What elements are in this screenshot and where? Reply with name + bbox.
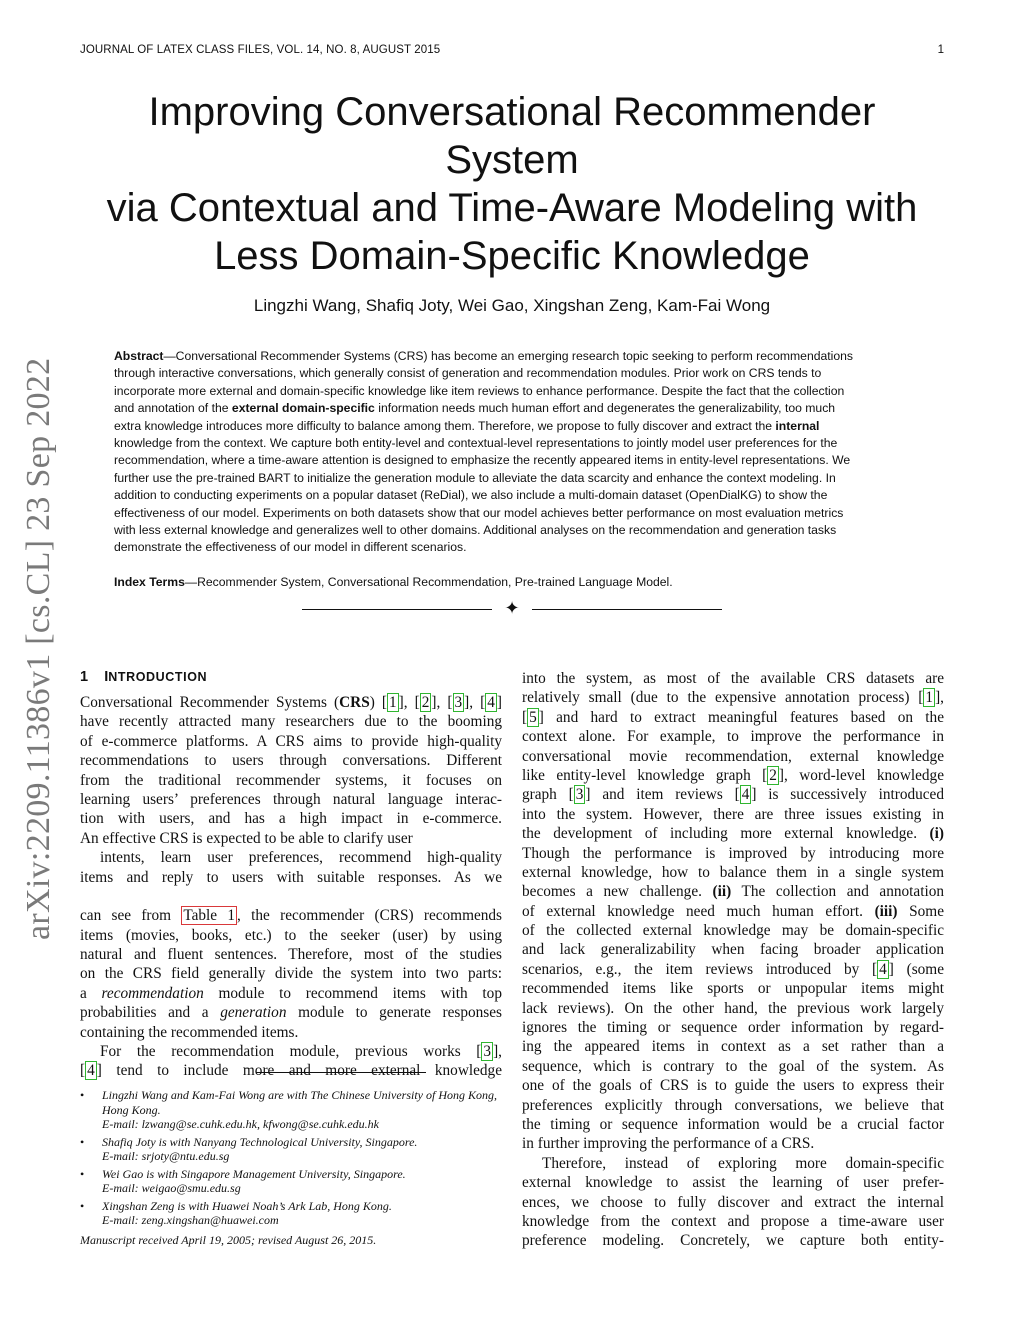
footnote-email: E-mail: weigao@smu.edu.sg	[102, 1181, 241, 1195]
abstract-line: information needs much human effort and degenerates the generalizability, too much	[374, 401, 836, 416]
abstract-line: recommendation, where a time-aware attention is designed to emphasize the recently appeared items in entity-level representations. We	[114, 453, 851, 468]
body-line: the timing or sequence information would be a crucial factor	[522, 1115, 944, 1133]
body-line	[80, 887, 502, 906]
manuscript-note: Manuscript received April 19, 2005; revised August 26, 2015.	[80, 1233, 377, 1247]
body-text: tend to include more and more external knowledge	[101, 1062, 502, 1080]
abstract-line: effectiveness of our model. Experiments on both datasets show that our model achieves better performance on most evaluation metrics	[114, 505, 844, 520]
index-terms	[114, 575, 673, 589]
abstract-emphasis: external domain-specific	[231, 401, 375, 416]
body-line: external knowledge to assist the learning of user prefer-	[522, 1174, 944, 1192]
body-line: ing the appeared items in context as a set rather than a	[522, 1038, 944, 1056]
footnotes	[80, 1088, 510, 1231]
abstract-emphasis: internal	[775, 418, 820, 433]
index-terms-text: —Recommender System, Conversational Recommendation, Pre-trained Language Model.	[184, 575, 673, 589]
body-text: (some	[893, 960, 944, 978]
divider-rule	[532, 609, 722, 610]
footnote-email: E-mail: srjoty@ntu.edu.sg	[102, 1149, 230, 1163]
body-line: An effective CRS is expected to be able to clarify user	[80, 829, 413, 847]
section-number: 1	[80, 669, 89, 685]
abstract-line: addition to conducting experiments on a popular dataset (ReDial), we also include a multi-domain dataset (OpenDialKG) to show the	[114, 488, 828, 503]
body-line: external knowledge, how to balance them in a single system	[522, 863, 944, 881]
body-text: is successively introduced	[756, 786, 944, 804]
abstract-line: demonstrate the effectiveness of our model in different scenarios.	[114, 540, 467, 555]
body-text: probabilities and a	[80, 1004, 221, 1022]
footnote-text: Shafiq Joty is with Nanyang Technological University, Singapore.	[102, 1134, 418, 1149]
citation-link[interactable]: 1	[925, 689, 934, 707]
body-line: tion with users, and has a high impact in e-commerce.	[80, 810, 502, 828]
citation-link[interactable]: 3	[454, 694, 463, 711]
body-text: a	[80, 984, 102, 1002]
body-text: ,	[940, 689, 944, 707]
footnote	[80, 1199, 510, 1228]
body-line: ences, we choose to fully discover and extract the internal	[522, 1193, 944, 1211]
bullet-icon: •	[80, 1134, 85, 1149]
abstract-label: Abstract	[114, 349, 164, 363]
divider-star-icon: ✦	[504, 598, 520, 619]
title-line: Less Domain-Specific Knowledge	[214, 234, 810, 278]
abstract-line: and annotation of the	[114, 401, 232, 416]
body-text: ,	[498, 1043, 502, 1061]
body-line: recommendations to users through conversations. Different	[80, 752, 502, 770]
citation-link[interactable]: 4	[487, 694, 495, 711]
body-text: of external knowledge need much human effort.	[522, 902, 875, 920]
footnote	[80, 1088, 510, 1132]
title-line: via Contextual and Time-Aware Modeling with	[106, 186, 918, 230]
citation-link[interactable]: 3	[575, 786, 584, 804]
body-text: graph	[522, 786, 569, 804]
bullet-icon: •	[80, 1166, 85, 1181]
abstract-line: incorporate more external and domain-specific knowledge like item reviews to enhance performance. Despite the fact that the collection	[114, 383, 845, 398]
body-line: context alone. For example, to improve the performance in	[522, 728, 944, 746]
body-line: and lack generalizability when facing broader application	[522, 941, 944, 959]
left-column: Conversational Recommender Systems (CRS) [ 1 ], [ 2 ], [ 3 ], [ 4 ] have recently attracted many researchers due to the booming of e-commerce platforms. A CRS aims to provide high-quality recommendations to users through conversations. Different from the traditional recommender systems, it focuses on learning users’ preferences through natural language interac- tion with users, and has a high impact in e-commerce. An effective CRS is expected to be able to clarify user intents, learn user preferences, recommend high-quality items and reply to users with suitable responses. As we can see from Table 1 , the recommender (CRS) recommends items (movies, books, etc.) to the seeker (user) by using natural and fluent sentences. Therefore, most of the studies on the CRS field generally divide the system into two parts: a recommendation module to recommend items with top probabilities and a generation module to generate responses containing the recommended items. For the recommendation module, previous works [ 3 ], [ 4 ] tend to include more and more external knowledge	[80, 694, 503, 1080]
body-line: intents, learn user preferences, recommend high-quality	[100, 849, 502, 867]
citation-link[interactable]: 3	[483, 1043, 492, 1061]
body-line: ignores the timing or sequence order information by regard-	[522, 1019, 944, 1037]
body-text: scenarios, e.g., the item reviews introduced by	[522, 960, 872, 978]
abstract-line: knowledge from the context. We capture both entity-level and contextual-level representations to jointly model user preferences for the	[114, 435, 838, 450]
footnote-email: E-mail: zeng.xingshan@huawei.com	[102, 1213, 279, 1227]
body-line: sequence, which is contrary to the goal of the system. As	[522, 1057, 944, 1075]
body-text: , word-level knowledge	[784, 766, 944, 784]
running-header: JOURNAL OF LATEX CLASS FILES, VOL. 14, NO. 8, AUGUST 2015	[80, 44, 441, 56]
body-line: of e-commerce platforms. A CRS aims to provide high-quality	[80, 732, 502, 750]
body-text: The collection and annotation	[731, 883, 944, 901]
body-text: and hard to extract meaningful features based on the	[543, 708, 944, 726]
body-line: recommended items like sports or unpopular items might	[522, 980, 944, 998]
bullet-icon: •	[80, 1198, 85, 1213]
abstract-line: through interactive conversations, which generally consist of generation and recommendation modules. Prior work on CRS tends to	[114, 366, 822, 381]
body-bold: CRS	[339, 694, 370, 711]
citation-link[interactable]: 4	[879, 960, 887, 978]
body-bold: (ii)	[712, 883, 732, 901]
citation-link[interactable]: 2	[421, 694, 430, 711]
paper-title	[80, 88, 944, 280]
body-line: containing the recommended items.	[80, 1023, 299, 1041]
footnote	[80, 1135, 510, 1164]
body-text: and item reviews	[590, 786, 735, 804]
abstract-line: further use the pre-trained BART to initialize the generation module to alleviate the data scarcity and enhance the context modeling. In	[114, 470, 836, 485]
abstract-line: —Conversational Recommender Systems (CRS) has become an emerging research topic seeking to perform recommendations	[163, 349, 854, 363]
author-list: Lingzhi Wang, Shafiq Joty, Wei Gao, Xingshan Zeng, Kam-Fai Wong	[253, 296, 771, 315]
citation-link[interactable]: 1	[389, 694, 397, 711]
body-line: into the system, as most of the available CRS datasets are	[522, 670, 944, 687]
abstract-line: extra knowledge introduces more difficulty to balance among them. Therefore, we propose to fully discover and extract the	[114, 418, 776, 433]
body-line: natural and fluent sentences. Therefore, most of the studies	[80, 946, 502, 964]
body-text: Some	[897, 902, 944, 920]
body-line: into the system. However, there are three issues existing in	[522, 805, 944, 823]
citation-link[interactable]: 5	[529, 708, 537, 726]
body-bold: (i)	[929, 825, 944, 843]
body-italic: generation	[220, 1004, 287, 1022]
body-line: of the collected external knowledge may be domain-specific	[522, 922, 944, 940]
body-text: relatively small (due to the expensive annotation process)	[522, 689, 919, 707]
body-line: Therefore, instead of exploring more domain-specific	[542, 1154, 944, 1172]
body-line: knowledge from the context and propose a time-aware user	[522, 1212, 944, 1230]
body-line: Though the performance is improved by introducing more	[522, 844, 944, 862]
title-line: System	[445, 138, 579, 182]
body-line: preference modeling. Concretely, we capture both entity-	[522, 1232, 944, 1250]
page-number: 1	[937, 44, 944, 56]
section-title-rest: NTRODUCTION	[108, 670, 208, 684]
table-link[interactable]: Table 1	[183, 907, 236, 925]
section-heading	[80, 669, 207, 685]
body-text: can see from	[80, 907, 182, 925]
body-text: module to recommend items with top	[203, 984, 502, 1002]
body-line: items and reply to users with suitable responses. As we	[80, 868, 502, 886]
body-line: lack reviews). On the other hand, the previous work largely	[522, 999, 944, 1017]
body-line: preferences explicitly through conversations, we believe that	[522, 1096, 944, 1114]
section-initial: I	[104, 669, 109, 685]
body-line: from the traditional recommender systems, it focuses on	[80, 771, 502, 789]
footnote-text: Xingshan Zeng is with Huawei Noah’s Ark Lab, Hong Kong.	[102, 1198, 392, 1213]
right-column: into the system, as most of the available CRS datasets are relatively small (due to the expensive annotation process) [ 1 ], [ 5 ] and hard to extract meaningful features based on the context alone. For example, to improve the performance in conversational movie recommendation, external knowledge like entity-level knowledge graph [ 2 ], word-level knowledge graph [ 3 ] and item reviews [ 4 ] is successively introduced into the system. However, there are three issues existing in the development of including more external knowledge. (i) Though the performance is improved by introducing more external knowledge, how to balance them in a single system becomes a new challenge. (ii) The collection and annotation of external knowledge need much human effort. (iii) Some of the collected external knowledge may be domain-specific and lack generalizability when facing broader application scenarios, e.g., the item reviews introduced by [ 4 ] (some recommended items like sports or unpopular items might lack reviews). On the other hand, the previous work largely ignores the timing or sequence order information by regard- ing the appeared items in context as a set rather than a sequence, which is contrary to the goal of the system. As one of the goals of CRS is to guide the users to express their preferences explicitly through conversations, we believe that the timing or sequence information would be a crucial factor in further improving the performance of a CRS. Therefore, instead of exploring more domain-specific external knowledge to assist the learning of user prefer- ences, we choose to fully discover and extract the internal knowledge from the context and propose a time-aware user preference modeling. Concretely, we capture both entity-	[522, 670, 944, 1250]
footnote-text: Wei Gao is with Singapore Management University, Singapore.	[102, 1166, 406, 1181]
body-text: )	[369, 694, 382, 711]
body-line: conversational movie recommendation, external knowledge	[522, 747, 944, 765]
title-line: Improving Conversational Recommender	[148, 90, 876, 134]
bullet-icon: •	[80, 1088, 85, 1102]
footnote	[80, 1167, 510, 1196]
body-text: Conversational Recommender Systems (	[80, 694, 340, 711]
body-line: learning users’ preferences through natural language interac-	[80, 790, 502, 808]
body-bold: (iii)	[874, 902, 898, 920]
index-terms-label: Index Terms	[114, 575, 185, 589]
divider-rule	[302, 609, 492, 610]
body-text: becomes a new challenge.	[522, 883, 713, 901]
citation-link[interactable]: 4	[87, 1062, 95, 1080]
body-text: , the recommender (CRS) recommends	[237, 907, 503, 925]
footnote-text: Lingzhi Wang and Kam-Fai Wong are with The Chinese University of Hong Kong, Hong Kong.	[102, 1088, 498, 1117]
citation-link[interactable]: 4	[741, 786, 750, 804]
abstract-line: with less external knowledge and generalizes well to other domains. Additional analyses on the recommendation and generation tasks	[114, 522, 837, 537]
body-line: one of the goals of CRS is to guide the users to express their	[522, 1077, 944, 1095]
body-line: in further improving the performance of a CRS.	[522, 1135, 815, 1153]
arxiv-id: arXiv:2209.11386v1 [cs.CL] 23 Sep 2022	[20, 357, 57, 940]
citation-link[interactable]: 2	[769, 766, 777, 784]
body-line: have recently attracted many researchers due to the booming	[80, 713, 502, 731]
body-text: the development of including more external knowledge.	[522, 825, 930, 843]
body-line: on the CRS field generally divide the system into two parts:	[80, 965, 502, 983]
body-text: like entity-level knowledge graph	[522, 766, 763, 784]
footnote-email: E-mail: lzwang@se.cuhk.edu.hk, kfwong@se.cuhk.edu.hk	[102, 1117, 380, 1131]
abstract	[114, 348, 912, 557]
body-text: For the recommendation module, previous works	[100, 1043, 477, 1061]
footnote-rule	[256, 1072, 426, 1073]
body-line: items (movies, books, etc.) to the seeker (user) by using	[80, 926, 502, 944]
body-text: module to generate responses	[286, 1004, 502, 1022]
body-italic: recommendation	[101, 984, 204, 1002]
